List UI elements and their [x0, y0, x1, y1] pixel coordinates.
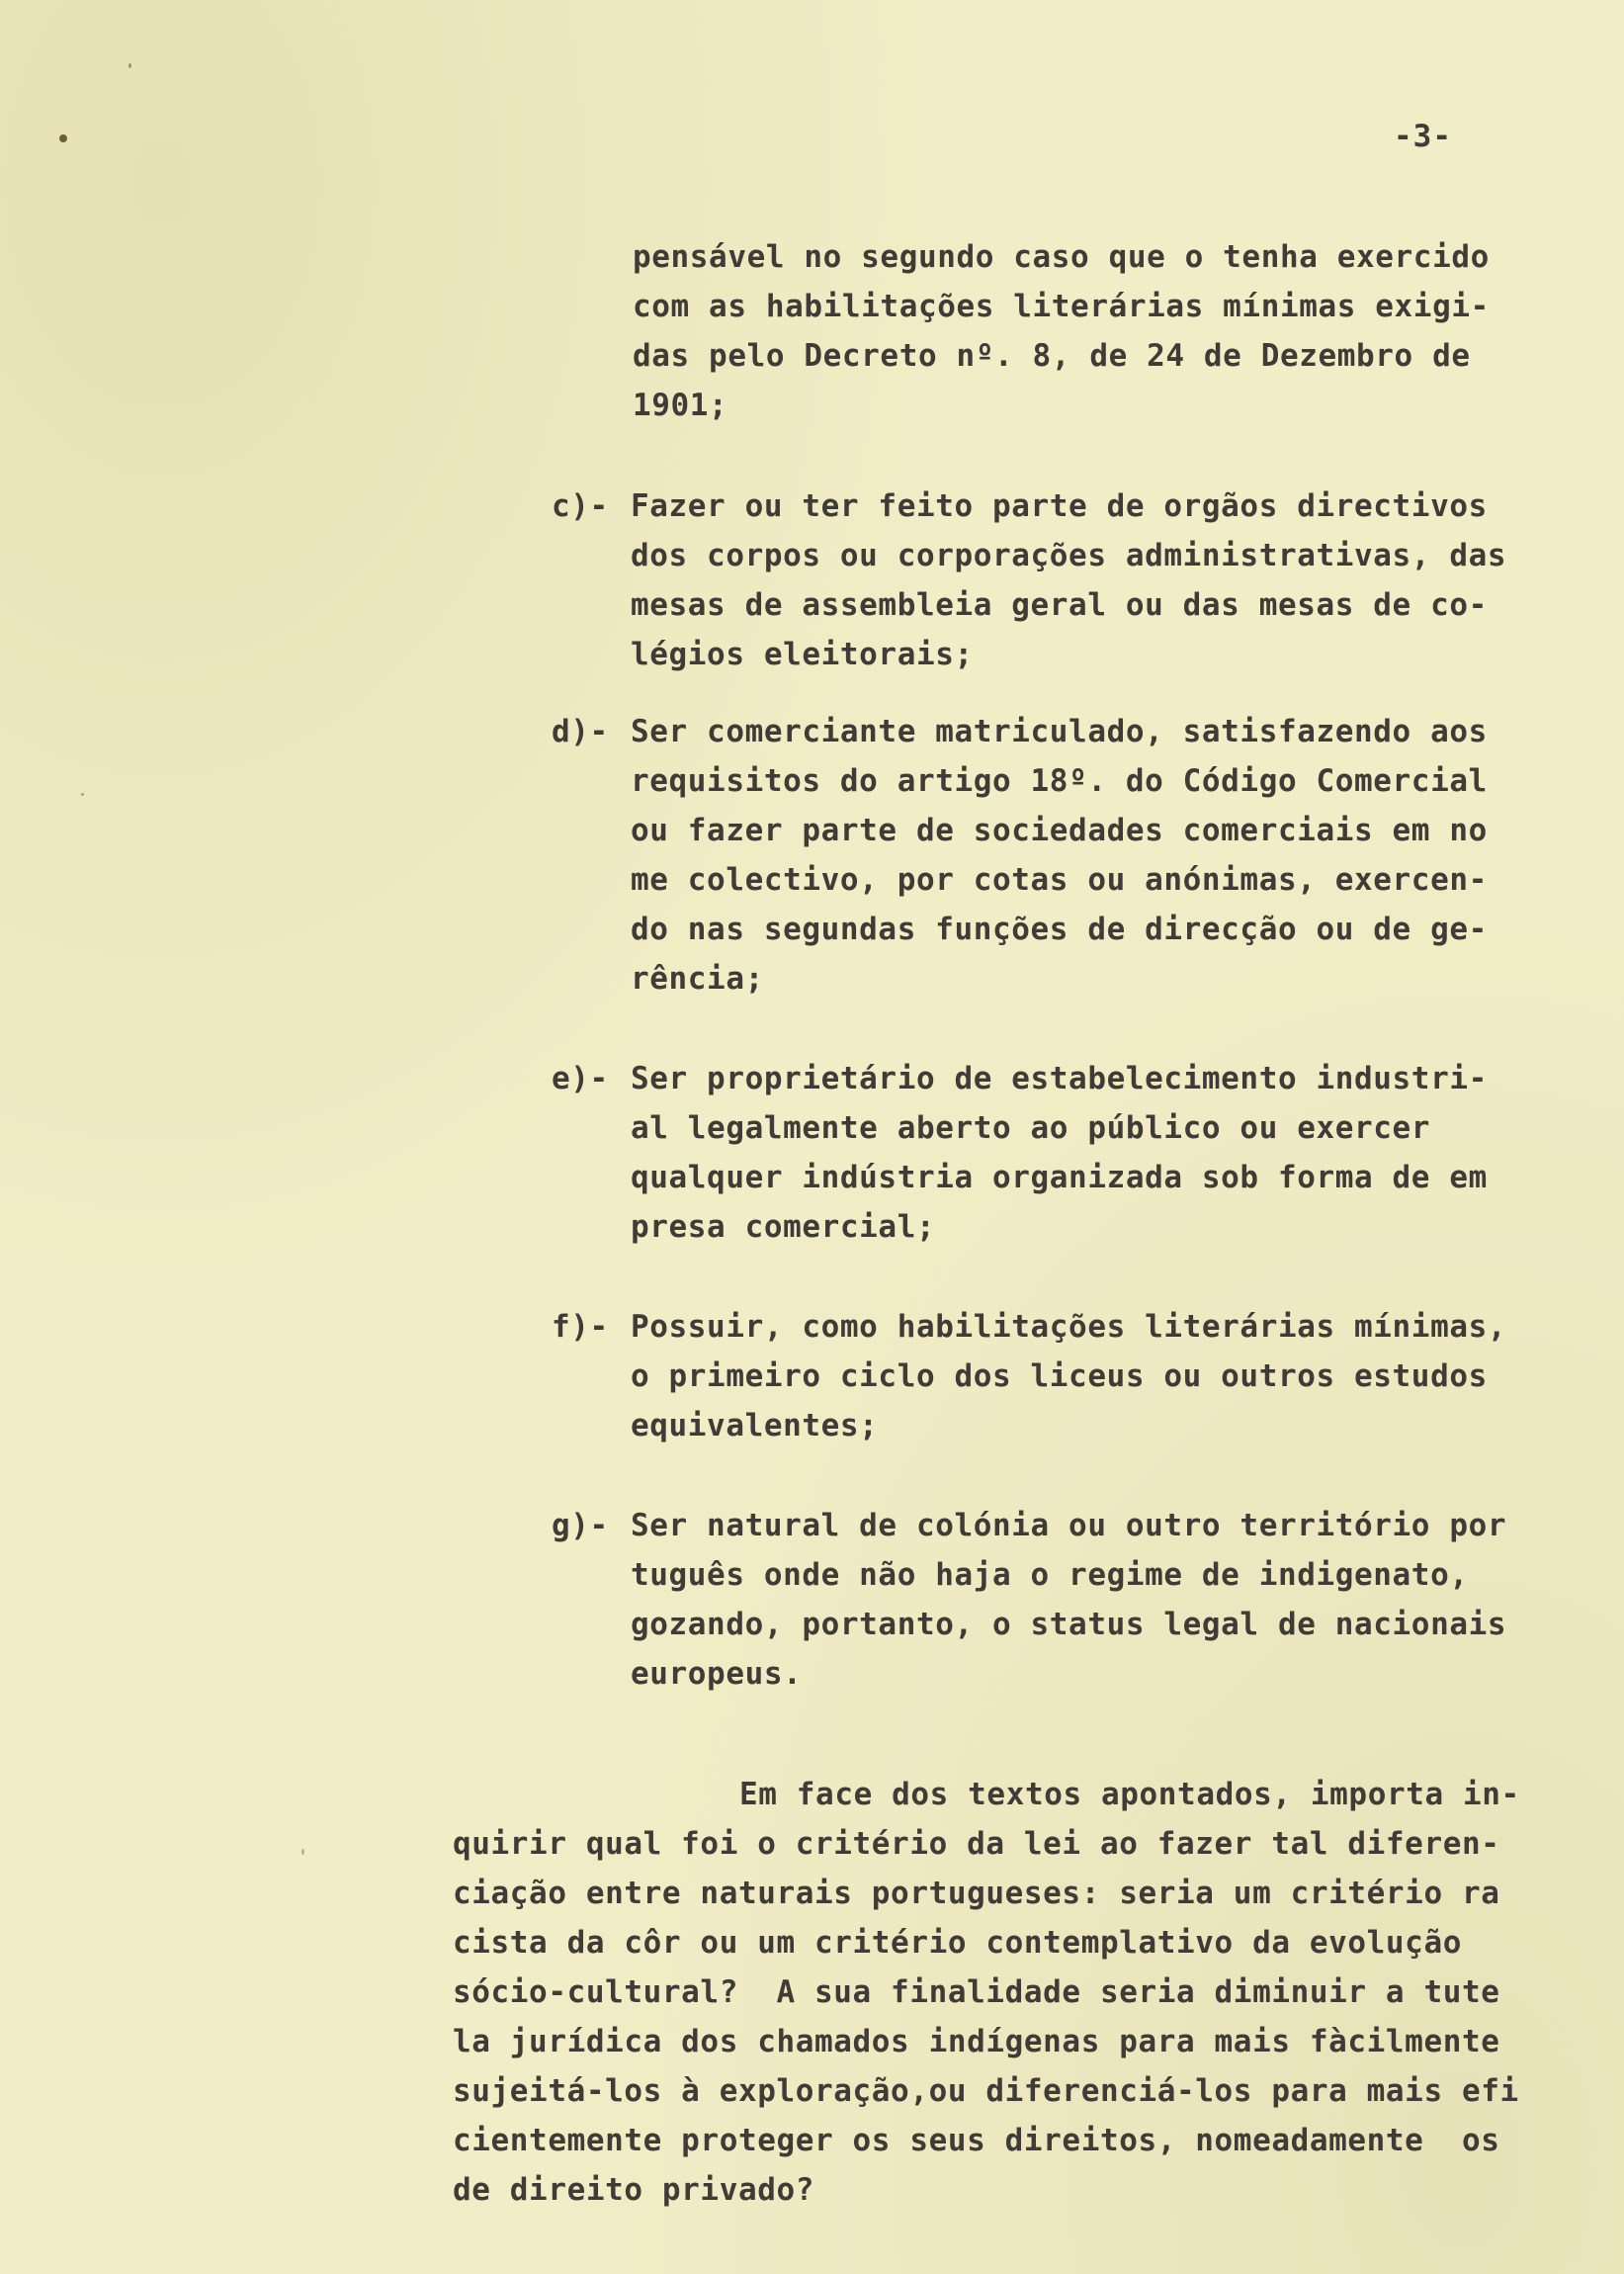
list-item-label: g)-	[552, 1508, 609, 1543]
text-line: 1901;	[633, 388, 728, 423]
text-line: légios eleitorais;	[631, 637, 974, 672]
text-line: mesas de assembleia geral ou das mesas de co-	[631, 587, 1488, 623]
text-line: dos corpos ou corporações administrativas, das	[631, 538, 1507, 573]
text-line: presa comercial;	[631, 1209, 936, 1245]
text-line: Ser proprietário de estabelecimento industri-	[631, 1061, 1488, 1096]
text-line: o primeiro ciclo dos liceus ou outros estudos	[631, 1358, 1488, 1394]
text-line: sócio-cultural? A sua finalidade seria diminuir a tute	[453, 1974, 1500, 2010]
text-line: equivalentes;	[631, 1408, 879, 1443]
text-line: com as habilitações literárias mínimas exigi-	[633, 289, 1490, 324]
paper-speck	[301, 1849, 304, 1855]
paper-speck	[81, 793, 84, 796]
text-line: quirir qual foi o critério da lei ao fazer tal diferen-	[453, 1826, 1500, 1862]
text-line: cientemente proteger os seus direitos, nomeadamente os	[453, 2123, 1500, 2158]
text-line: Possuir, como habilitações literárias mínimas,	[631, 1309, 1507, 1345]
text-line: Ser comerciante matriculado, satisfazendo aos	[631, 714, 1488, 749]
list-item-label: f)-	[552, 1309, 609, 1345]
text-line: qualquer indústria organizada sob forma de em	[631, 1160, 1488, 1195]
text-line: das pelo Decreto nº. 8, de 24 de Dezembro de	[633, 338, 1471, 374]
text-line: la jurídica dos chamados indígenas para mais fàcilmente	[453, 2024, 1500, 2059]
text-line: Ser natural de colónia ou outro território por	[631, 1508, 1507, 1543]
text-line: sujeitá-los à exploração,ou diferenciá-los para mais efi	[453, 2073, 1519, 2109]
paper-speck	[59, 134, 67, 142]
text-line: gozando, portanto, o status legal de nacionais	[631, 1607, 1507, 1642]
text-line: Em face dos textos apontados, importa in-	[739, 1777, 1520, 1812]
paper-speck	[128, 63, 131, 68]
list-item-label: e)-	[552, 1061, 609, 1096]
list-item-label: d)-	[552, 714, 609, 749]
text-line: cista da côr ou um critério contemplativo da evolução	[453, 1925, 1462, 1961]
text-line: rência;	[631, 961, 764, 997]
text-line: me colectivo, por cotas ou anónimas, exercen-	[631, 862, 1488, 898]
page-number: -3-	[1394, 119, 1452, 154]
text-line: Fazer ou ter feito parte de orgãos directivos	[631, 488, 1488, 524]
text-line: ciação entre naturais portugueses: seria um critério ra	[453, 1876, 1500, 1911]
text-line: ou fazer parte de sociedades comerciais em no	[631, 813, 1488, 848]
text-line: do nas segundas funções de direcção ou de ge-	[631, 912, 1488, 947]
list-item-label: c)-	[552, 488, 609, 524]
text-line: al legalmente aberto ao público ou exercer	[631, 1110, 1431, 1146]
text-line: tuguês onde não haja o regime de indigenato,	[631, 1557, 1469, 1593]
text-line: de direito privado?	[453, 2172, 815, 2208]
text-line: requisitos do artigo 18º. do Código Comercial	[631, 763, 1488, 799]
text-line: europeus.	[631, 1656, 803, 1692]
text-line: pensável no segundo caso que o tenha exercido	[633, 239, 1490, 275]
